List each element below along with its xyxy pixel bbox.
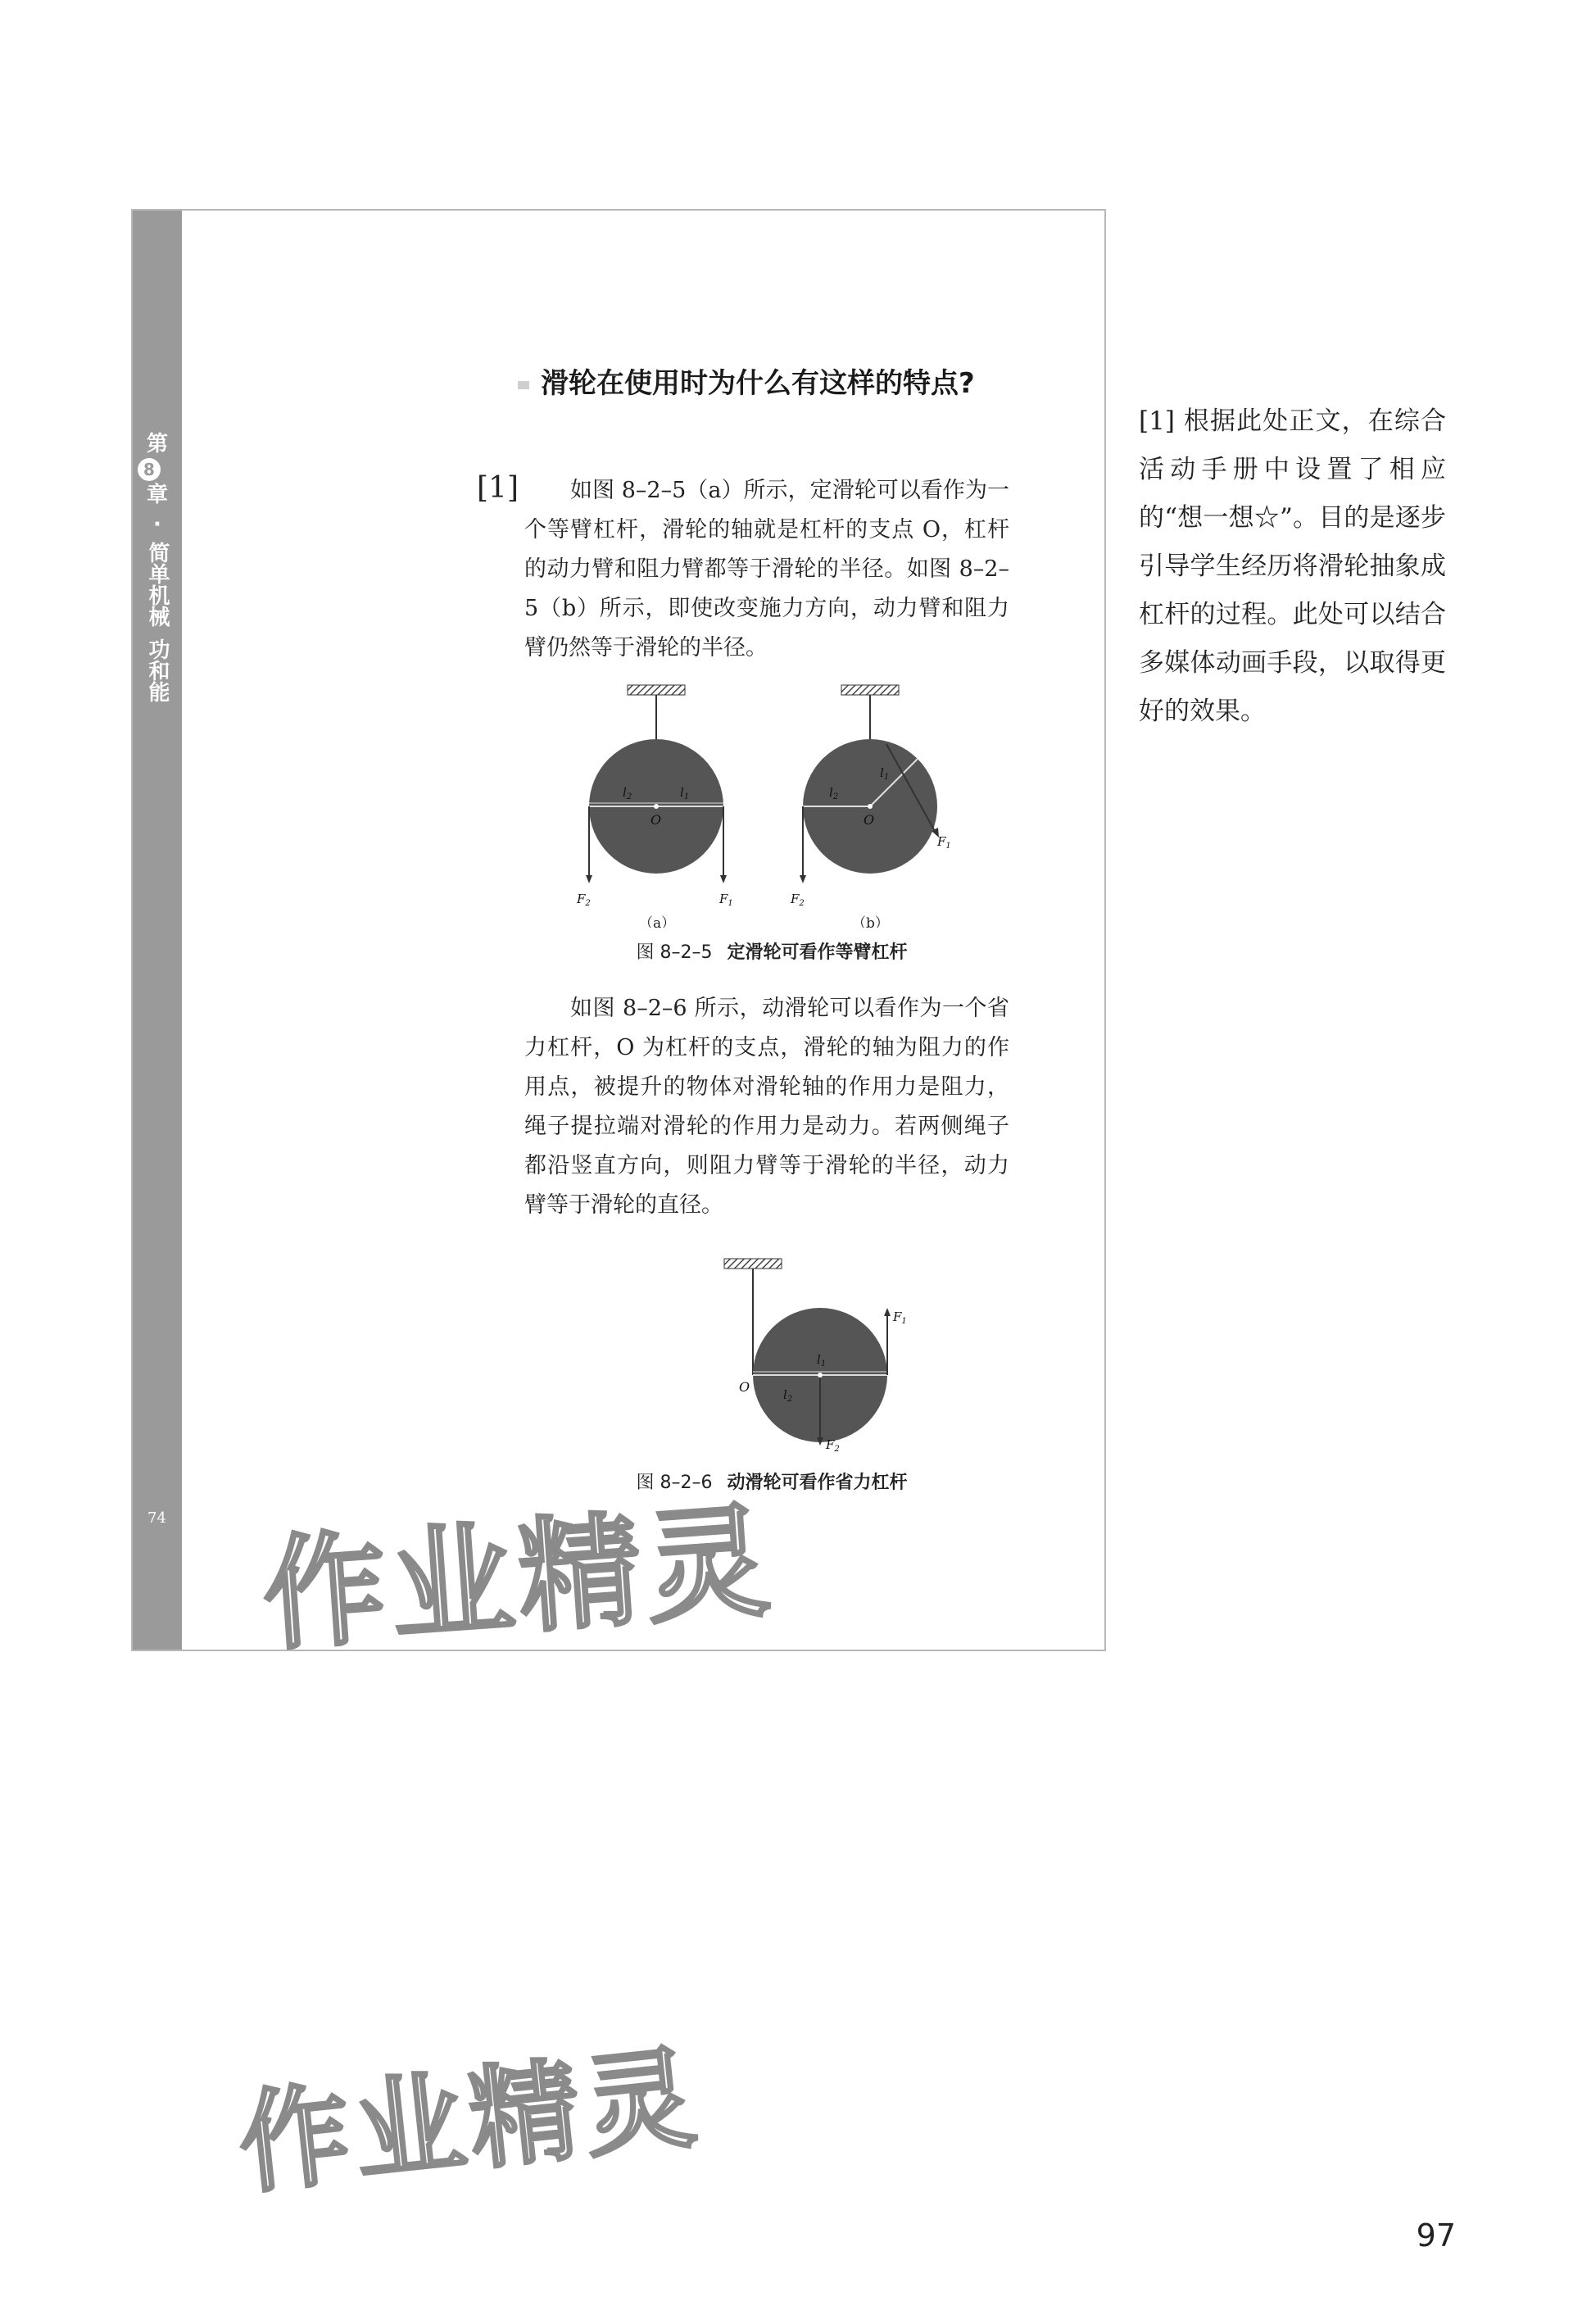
l2-sub-b: 2 xyxy=(832,792,839,801)
section-heading xyxy=(518,362,1026,405)
l1-sub-a: 1 xyxy=(683,792,690,801)
textbook-page-scan xyxy=(131,209,1106,1651)
chapter-sidebar xyxy=(133,211,182,1650)
figure-caption-1 xyxy=(518,938,1026,964)
f1-sub-a: 1 xyxy=(728,899,733,908)
f1-label: F xyxy=(893,1310,902,1324)
f2-sub-b: 2 xyxy=(799,899,805,908)
figure-caption-text-2: 动滑轮可看作省力杠杆 xyxy=(727,1473,908,1493)
l1-sub-b: 1 xyxy=(883,773,890,782)
note-marker: [1] xyxy=(477,471,519,505)
f2-sub-a: 2 xyxy=(585,899,591,908)
f2-label-b: F xyxy=(791,892,800,906)
page-number: 97 xyxy=(1416,2217,1456,2254)
figure-caption-text-1: 定滑轮可看作等臂杠杆 xyxy=(727,942,908,963)
l1-label: l xyxy=(817,1352,821,1367)
watermark-2: 作业精灵 xyxy=(233,2032,706,2209)
l1-label-a: l xyxy=(680,785,684,800)
l2-label-b: l xyxy=(829,785,833,800)
paragraph-1: 如图 8–2–5（a）所示，定滑轮可以看作为一个等臂杠杆，滑轮的轴就是杠杆的支点 O，杠杆的动力臂和阻力臂都等于滑轮的半径。如图 8–2–5（b）所示，即使改变施力方向，动力臂和阻力臂仍然等于滑轮的半径。 xyxy=(524,478,1009,660)
f2-label: F xyxy=(826,1437,835,1452)
chapter-title-part2: 功和能 xyxy=(145,638,170,702)
l2-sub-a: 2 xyxy=(626,792,632,801)
movable-pulley xyxy=(724,1259,907,1452)
svg-text:F1 xyxy=(719,892,733,908)
pivot-label-a: O xyxy=(651,812,662,828)
l1-sub: 1 xyxy=(820,1359,827,1369)
svg-text:F2 xyxy=(790,892,805,908)
f1-label-b: F xyxy=(937,834,946,849)
fixed-pulley-b xyxy=(790,685,951,928)
figure-fixed-pulley xyxy=(559,682,1018,928)
inner-page-number: 74 xyxy=(147,1509,166,1527)
f2-label-a: F xyxy=(577,892,586,906)
pivot-label: O xyxy=(739,1379,750,1395)
f1-label-a: F xyxy=(719,892,728,906)
chapter-title-part1: 简单机械 xyxy=(145,542,170,627)
teacher-side-note: [1] 根据此处正文，在综合活动手册中设置了相应的“想一想☆”。目的是逐步引导学生经历将滑轮抽象成杠杆的过程。此处可以结合多媒体动画手段，以取得更好的效果。 xyxy=(1139,406,1446,726)
chapter-separator: · xyxy=(153,512,161,537)
fixed-pulley-a xyxy=(576,685,733,928)
l2-sub: 2 xyxy=(786,1395,793,1404)
l2-label-a: l xyxy=(623,785,627,800)
l1-label-b: l xyxy=(880,765,884,780)
figure-label-1: 图 8–2–5 xyxy=(636,942,713,963)
watermark-1: 作业精灵 xyxy=(258,1490,779,1668)
figure-label-2: 图 8–2–6 xyxy=(636,1473,713,1493)
chapter-title xyxy=(138,432,177,702)
heading-bullet xyxy=(518,381,529,389)
subfigure-b-label: （b） xyxy=(852,915,889,928)
paragraph-2: 如图 8–2–6 所示，动滑轮可以看作为一个省力杠杆，O 为杠杆的支点，滑轮的轴为阻力的作用点，被提升的物体对滑轮轴的作用力是阻力，绳子提拉端对滑轮的作用力是动力。若两侧绳子都沿竖直方向，则阻力臂等于滑轮的半径，动力臂等于滑轮的直径。 xyxy=(524,996,1009,1218)
f1-sub: 1 xyxy=(901,1317,907,1326)
chapter-number-badge: 8 xyxy=(138,458,161,481)
chapter-suffix: 章 xyxy=(146,483,168,507)
subfigure-a-label: （a） xyxy=(639,915,676,928)
pivot-label-b: O xyxy=(864,812,875,828)
svg-text:F1 xyxy=(936,834,951,851)
f2-sub: 2 xyxy=(834,1445,840,1452)
figure-movable-pulley xyxy=(698,1255,936,1452)
svg-text:F1 xyxy=(892,1310,907,1326)
f1-sub-b: 1 xyxy=(945,842,951,851)
chapter-prefix: 第 xyxy=(146,432,168,456)
section-heading-text: 滑轮在使用时为什么有这样的特点? xyxy=(541,367,975,400)
svg-text:F2 xyxy=(576,892,591,908)
l2-label: l xyxy=(783,1387,787,1402)
